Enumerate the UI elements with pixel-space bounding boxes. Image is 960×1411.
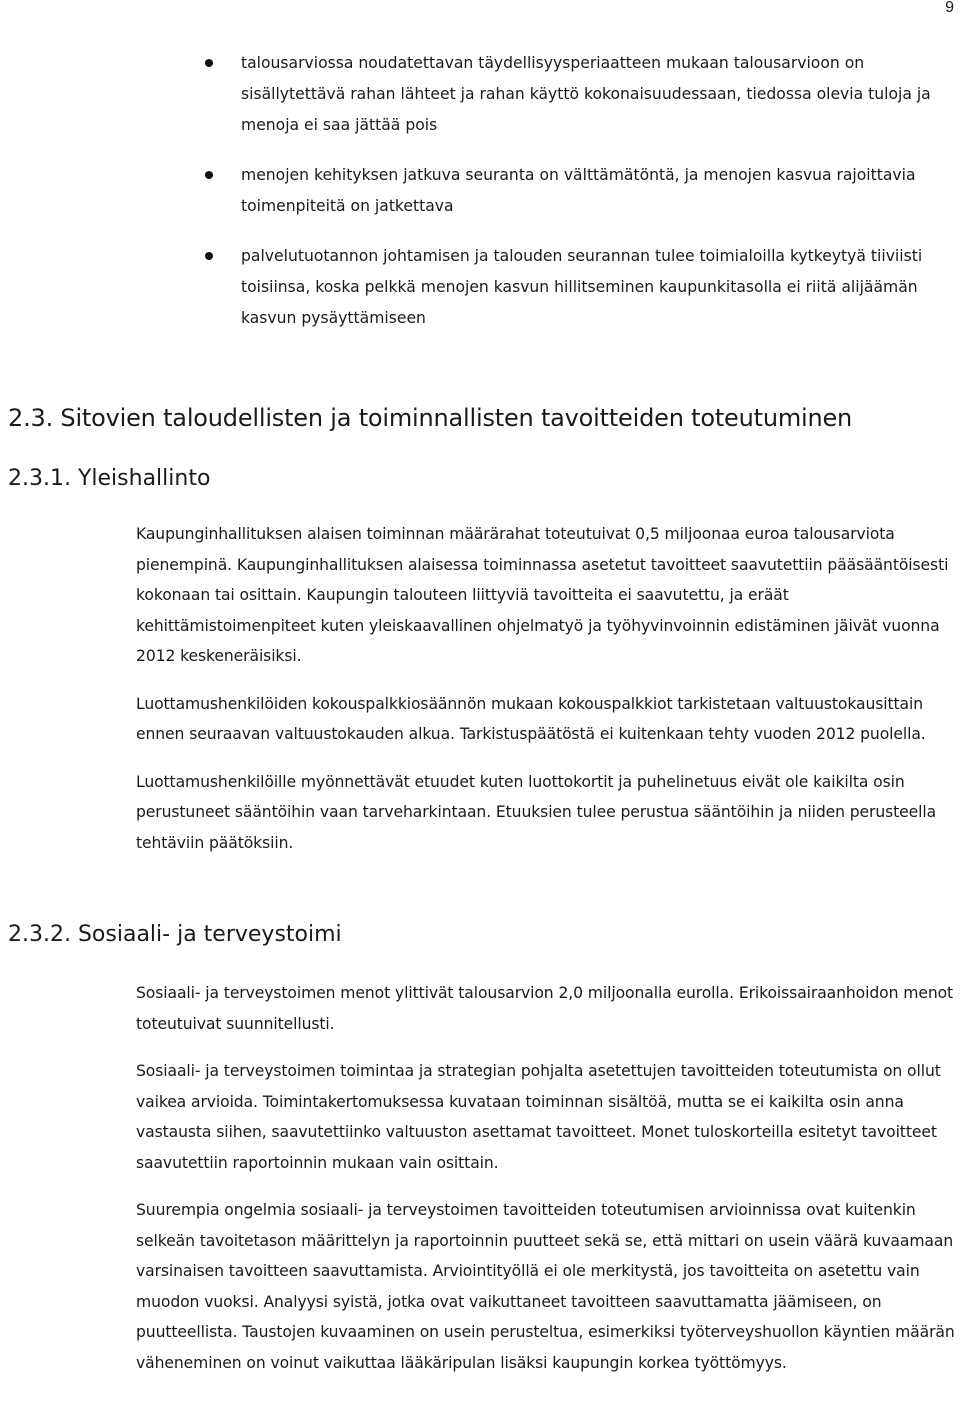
section-body-sosiaali-ja-terveystoimi	[136, 978, 956, 1395]
bullet-dot-icon	[205, 59, 213, 67]
section-heading-sosiaali-ja-terveystoimi: 2.3.2. Sosiaali- ja terveystoimi	[8, 922, 342, 947]
bullet-dot-icon	[205, 252, 213, 260]
bullet-item	[0, 241, 960, 334]
section-body-yleishallinto	[136, 519, 956, 875]
paragraph: Suurempia ongelmia sosiaali- ja terveystoimen tavoitteiden toteutumisen arvioinnissa ovat kuitenkin selkeän tavoitetason määrittelyn ja raportoinnin puutteet sekä se, että mittari on usein väärä kuvaamaan varsinaisen tavoitteen saavuttamista. Arviointityöllä ei ole merkitystä, jos tavoitteita on asetettu vain muodon vuoksi. Analyysi syistä, jotka ovat vaikuttaneet tavoitteen saavuttamatta jäämiseen, on puutteellista. Taustojen kuvaaminen on usein perusteltua, esimerkiksi työterveyshuollon käyntien määrän väheneminen on voinut vaikuttaa lääkäripulan lisäksi kaupungin korkea työttömyys.	[136, 1201, 955, 1372]
page-number: 9	[945, 0, 954, 16]
bullet-dot-icon	[205, 171, 213, 179]
paragraph: Sosiaali- ja terveystoimen menot ylittivät talousarvion 2,0 miljoonalla eurolla. Erikoissairaanhoidon menot toteutuivat suunnitellusti.	[136, 984, 954, 1033]
bullet-list	[0, 48, 960, 353]
section-heading-2-3: 2.3. Sitovien taloudellisten ja toiminnallisten tavoitteiden toteutuminen	[8, 404, 853, 432]
bullet-text: palvelutuotannon johtamisen ja talouden seurannan tulee toimialoilla kytkeytyä tiiviisti toisiinsa, koska pelkkä menojen kasvun hillitseminen kaupunkitasolla ei riitä alijäämän kasvun pysäyttämiseen	[241, 247, 923, 327]
bullet-text: menojen kehityksen jatkuva seuranta on välttämätöntä, ja menojen kasvua rajoittavia toimenpiteitä on jatkettava	[241, 166, 916, 215]
bullet-text: talousarviossa noudatettavan täydellisyysperiaatteen mukaan talousarvioon on sisällytettävä rahan lähteet ja rahan käyttö kokonaisuudessaan, tiedossa olevia tuloja ja menoja ei saa jättää pois	[241, 54, 931, 134]
paragraph: Kaupunginhallituksen alaisen toiminnan määrärahat toteutuivat 0,5 miljoonaa euroa talousarviota pienempinä. Kaupunginhallituksen alaisessa toiminnassa asetetut tavoitteet saavutettiin pääsääntöisesti kokonaan tai osittain. Kaupungin talouteen liittyviä tavoitteita ei saavutettu, ja eräät kehittämistoimenpiteet kuten yleiskaavallinen ohjelmatyö ja työhyvinvoinnin edistäminen jäivät vuonna 2012 keskeneräisiksi.	[136, 525, 949, 665]
paragraph: Luottamushenkilöille myönnettävät etuudet kuten luottokortit ja puhelinetuus eivät ole kaikilta osin perustuneet sääntöihin vaan tarveharkintaan. Etuuksien tulee perustua sääntöihin ja niiden perusteella tehtäviin päätöksiin.	[136, 772, 937, 852]
section-heading-yleishallinto: 2.3.1. Yleishallinto	[8, 466, 211, 491]
bullet-item	[0, 48, 960, 141]
bullet-item	[0, 160, 960, 222]
paragraph: Luottamushenkilöiden kokouspalkkiosäännön mukaan kokouspalkkiot tarkistetaan valtuustokausittain ennen seuraavan valtuustokauden alkua. Tarkistuspäätöstä ei kuitenkaan tehty vuoden 2012 puolella.	[136, 694, 926, 743]
paragraph: Sosiaali- ja terveystoimen toimintaa ja strategian pohjalta asetettujen tavoitteiden toteutumista on ollut vaikea arvioida. Toimintakertomuksessa kuvataan toiminnan sisältöä, mutta se ei kaikilta osin anna vastausta siihen, saavutettiinko valtuuston asettamat tavoitteet. Monet tuloskorteilla esitetyt tavoitteet saavutettiin raportoinnin mukaan vain osittain.	[136, 1062, 941, 1172]
